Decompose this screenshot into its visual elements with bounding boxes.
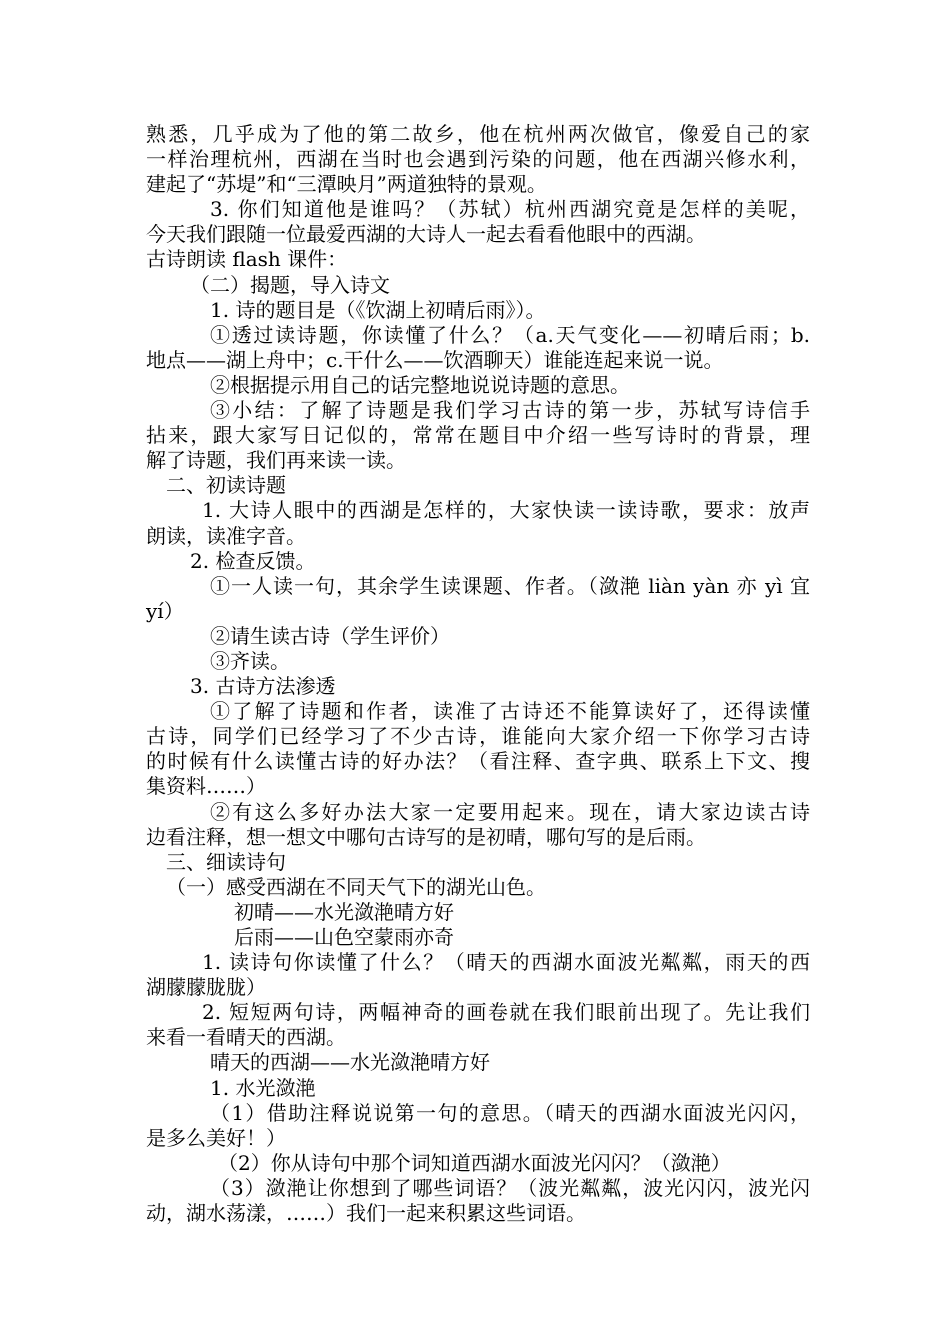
text-line: 边看注释，想一想文中哪句古诗写的是初晴，哪句写的是后雨。 xyxy=(146,824,706,849)
text-line: 湖朦朦胧胧） xyxy=(146,975,266,1000)
text-line: 拈来，跟大家写日记似的，常常在题目中介绍一些写诗时的背景，理 xyxy=(146,423,810,448)
text-line: ③齐读。 xyxy=(210,648,290,673)
text-line: 1. 大诗人眼中的西湖是怎样的，大家快读一读诗歌，要求：放声 xyxy=(202,498,810,523)
section-heading: 三、细读诗句 xyxy=(166,849,286,874)
text-line: 2. 检查反馈。 xyxy=(190,548,316,573)
text-line: ②根据提示用自己的话完整地说说诗题的意思。 xyxy=(210,372,630,397)
text-line: 晴天的西湖——水光潋滟晴方好 xyxy=(210,1050,490,1075)
text-line: （3）潋滟让你想到了哪些词语？（波光粼粼，波光闪闪，波光闪 xyxy=(210,1175,810,1200)
text-line: 1. 诗的题目是（《饮湖上初晴后雨》）。 xyxy=(210,297,546,322)
section-heading: 二、初读诗题 xyxy=(166,473,286,498)
text-line: 2. 短短两句诗，两幅神奇的画卷就在我们眼前出现了。先让我们 xyxy=(202,1000,810,1025)
text-line: ①一人读一句，其余学生读课题、作者。（潋滟 liàn yàn 亦 yì 宜 xyxy=(210,573,810,598)
text-line: 3. 古诗方法渗透 xyxy=(190,674,336,699)
text-line: 今天我们跟随一位最爱西湖的大诗人一起去看看他眼中的西湖。 xyxy=(146,222,706,247)
text-line: 熟悉，几乎成为了他的第二故乡，他在杭州两次做官，像爱自己的家 xyxy=(146,122,810,146)
text-line: ②有这么多好办法大家一定要用起来。现在，请大家边读古诗 xyxy=(210,799,810,824)
text-line: 一样治理杭州，西湖在当时也会遇到污染的问题，他在西湖兴修水利， xyxy=(146,147,810,172)
poem-line: 后雨——山色空蒙雨亦奇 xyxy=(234,925,454,949)
text-line: 来看一看晴天的西湖。 xyxy=(146,1025,346,1050)
text-line: 建起了“苏堤”和“三潭映月”两道独特的景观。 xyxy=(146,172,547,197)
text-line: （1）借助注释说说第一句的意思。（晴天的西湖水面波光闪闪， xyxy=(210,1100,810,1125)
text-line: 的时候有什么读懂古诗的好办法？（看注释、查字典、联系上下文、搜 xyxy=(146,749,810,774)
text-line: ③小结：了解了诗题是我们学习古诗的第一步，苏轼写诗信手 xyxy=(210,398,810,423)
text-line: 解了诗题，我们再来读一读。 xyxy=(146,448,406,473)
text-line: yí） xyxy=(146,598,184,623)
text-line: 是多么美好！） xyxy=(146,1125,286,1150)
text-line: （2）你从诗句中那个词知道西湖水面波光闪闪？（潋滟） xyxy=(218,1150,731,1175)
text-line: 1. 读诗句你读懂了什么？（晴天的西湖水面波光粼粼，雨天的西 xyxy=(202,950,810,975)
text-line: 3. 你们知道他是谁吗？（苏轼）杭州西湖究竟是怎样的美呢， xyxy=(210,197,810,222)
text-line: 集资料……） xyxy=(146,774,266,799)
text-line: 古诗朗读 flash 课件： xyxy=(146,247,348,272)
poem-line: 初晴——水光潋滟晴方好 xyxy=(234,899,454,924)
section-heading: （一）感受西湖在不同天气下的湖光山色。 xyxy=(166,874,546,899)
text-line: ①透过读诗题，你读懂了什么？（a.天气变化——初晴后雨；b. xyxy=(210,322,810,347)
text-line: 古诗，同学们已经学习了不少古诗，谁能向大家介绍一下你学习古诗 xyxy=(146,724,810,749)
text-line: 动，湖水荡漾，……）我们一起来积累这些词语。 xyxy=(146,1201,586,1226)
section-heading: （二）揭题，导入诗文 xyxy=(190,272,390,297)
text-line: 地点——湖上舟中；c.干什么——饮酒聊天）谁能连起来说一说。 xyxy=(146,347,724,372)
text-line: ②请生读古诗（学生评价） xyxy=(210,623,450,648)
lesson-plan-text xyxy=(146,122,810,1226)
text-line: ①了解了诗题和作者，读准了古诗还不能算读好了，还得读懂 xyxy=(210,699,810,724)
text-line: 1. 水光潋滟 xyxy=(210,1075,316,1100)
text-line: 朗读，读准字音。 xyxy=(146,523,306,548)
